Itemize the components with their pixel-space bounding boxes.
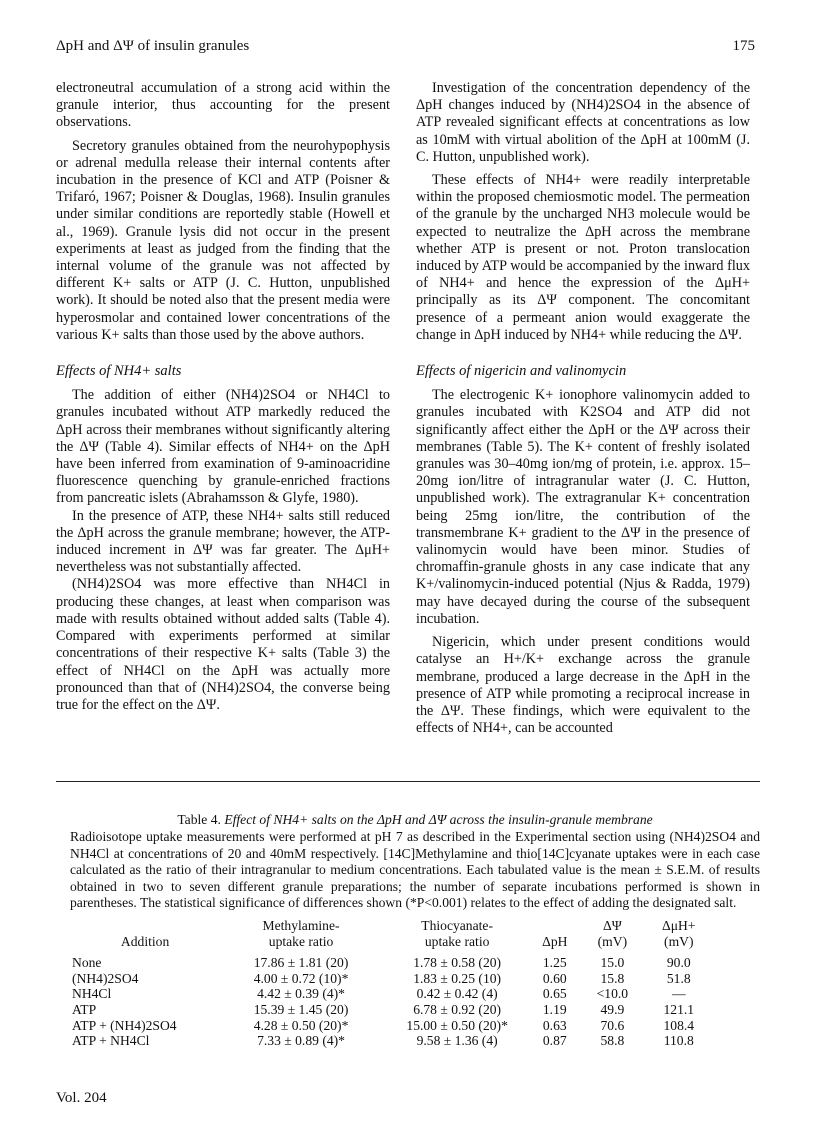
table-note: Radioisotope uptake measurements were performed at pH 7 as described in the Experimental section using (NH4)2SO4 and NH4Cl at concentrations of 20 and 40mM respectively. [14C]Methylamine and thio[14C]cyanate uptakes were in each case calculated as the ratio of their intragranular to medium concentrations. Each tabulated value is the mean ± S.E.M. of results obtained in two to seven different granule preparations; the number of separate incubations performed is shown in parentheses. The statistical significance of differences shown (*P<0.001) relates to the effect of adding the designated salt. — [70, 829, 760, 911]
cell-methylamine: 4.42 ± 0.39 (4)* — [257, 986, 345, 1002]
cell-dph: 1.25 — [542, 955, 567, 971]
header-thiocyanate: Thiocyanate- uptake ratio — [421, 918, 493, 949]
right-column — [416, 80, 750, 737]
table-title-text: Effect of NH4+ salts on the ΔpH and ΔΨ across the insulin-granule membrane — [224, 812, 653, 827]
running-title: ΔpH and ΔΨ of insulin granules — [56, 38, 250, 54]
cell-dpsi: 15.8 — [600, 970, 625, 986]
cell-dmuh: — — [671, 986, 686, 1002]
table-row — [72, 955, 712, 971]
table-header-row — [72, 918, 712, 955]
cell-dmuh: 108.4 — [663, 1017, 695, 1033]
cell-dph: 0.63 — [542, 1017, 567, 1033]
header-dpsi: ΔΨ (mV) — [597, 918, 628, 949]
header-methylamine: Methylamine- uptake ratio — [262, 918, 340, 949]
cell-addition: ATP + NH4Cl — [72, 1033, 150, 1049]
table-row — [72, 986, 712, 1002]
paragraph: (NH4)2SO4 was more effective than NH4Cl in producing these changes, at least when comparison was made with results obtained without added salts (Table 4). Compared with experiments performed at similar concentrations of their respective K+ salts (Table 3) the effect of NH4Cl on the ΔpH was actually more pronounced than that of (NH4)2SO4, the converse being true for the effect on the ΔΨ. — [56, 576, 390, 713]
paragraph: In the presence of ATP, these NH4+ salts still reduced the ΔpH across the granule membrane; however, the ATP-induced increment in ΔΨ was far greater. The ΔμH+ nevertheless was not substantially affected. — [56, 507, 390, 576]
cell-addition: ATP + (NH4)2SO4 — [72, 1017, 177, 1033]
paragraph: Investigation of the concentration dependency of the ΔpH changes induced by (NH4)2SO4 in the absence of ATP revealed significant effects at concentrations as low as 10mM with virtual abolition of the ΔpH at 100mM (J. C. Hutton, unpublished work). — [416, 80, 750, 165]
cell-dmuh: 51.8 — [666, 970, 691, 986]
cell-thiocyanate: 9.58 ± 1.36 (4) — [416, 1033, 498, 1049]
paragraph: Secretory granules obtained from the neurohypophysis or adrenal medulla release their internal contents after incubation in the presence of KCl and ATP (Poisner & Trifaró, 1967; Poisner & Douglas, 1968). Insulin granules under similar conditions are reportedly stable (Howell et al., 1969). Granule lysis did not occur in the present experiments at least as judged from the finding that the internal volume of the granule was not affected by different K+ salts or ATP (J. C. Hutton, unpublished work). It should be noted also that the present media were hyperosmolar and contained lower concentrations of the various K+ salts than those used by the above authors. — [56, 137, 390, 343]
cell-methylamine: 7.33 ± 0.89 (4)* — [257, 1033, 345, 1049]
cell-thiocyanate: 15.00 ± 0.50 (20)* — [406, 1017, 508, 1033]
cell-dmuh: 110.8 — [663, 1033, 694, 1049]
data-table — [72, 918, 712, 1049]
table-row — [72, 1033, 712, 1049]
cell-dpsi: 15.0 — [600, 955, 625, 971]
volume-label: Vol. 204 — [56, 1090, 107, 1106]
page-number: 175 — [732, 38, 755, 54]
cell-addition: ATP — [72, 1001, 97, 1017]
table-row — [72, 1002, 712, 1018]
header-dmuh: ΔμH+ (mV) — [662, 918, 696, 949]
cell-dpsi: 58.8 — [600, 1033, 625, 1049]
paragraph: Nigericin, which under present conditions would catalyse an H+/K+ exchange across the granule membrane, produced a large decrease in the ΔpH in the presence of ATP while promoting a reciprocal increase in the ΔΨ. These findings, which were equivalent to the effects of NH4+, can be accounted — [416, 634, 750, 737]
cell-addition: NH4Cl — [72, 986, 112, 1002]
cell-thiocyanate: 1.78 ± 0.58 (20) — [413, 955, 502, 971]
cell-dph: 0.60 — [542, 970, 567, 986]
cell-methylamine: 4.00 ± 0.72 (10)* — [253, 970, 349, 986]
cell-dph: 0.65 — [542, 986, 567, 1002]
cell-dph: 1.19 — [542, 1001, 567, 1017]
cell-dpsi: 49.9 — [600, 1001, 625, 1017]
cell-thiocyanate: 1.83 ± 0.25 (10) — [413, 970, 502, 986]
cell-dpsi: 70.6 — [600, 1017, 625, 1033]
cell-addition: None — [72, 955, 102, 971]
table-row — [72, 971, 712, 987]
cell-methylamine: 15.39 ± 1.45 (20) — [253, 1001, 349, 1017]
table-title — [70, 812, 760, 828]
cell-thiocyanate: 0.42 ± 0.42 (4) — [416, 986, 498, 1002]
cell-methylamine: 4.28 ± 0.50 (20)* — [253, 1017, 349, 1033]
table-label: Table 4. — [177, 812, 221, 827]
cell-dpsi: <10.0 — [596, 986, 629, 1002]
paragraph: The electrogenic K+ ionophore valinomycin added to granules incubated with K2SO4 and ATP did not significantly affect either the ΔpH or the ΔΨ across their membranes (Table 5). The K+ content of freshly isolated granules was 30–40mg ion/mg of protein, i.e. approx. 15–20mg ion/litre of intragranular water (J. C. Hutton, unpublished work). The extragranular K+ concentration being 25mg ion/litre, the contribution of the transmembrane K+ gradient to the ΔΨ in the presence of valinomycin would have been minor. Studies of chromaffin-granule ghosts in any case indicate that any K+/valinomycin-induced potential (Njus & Radda, 1979) may have decayed during the course of the subsequent incubation. — [416, 387, 750, 627]
header-dph: ΔpH — [542, 933, 568, 949]
table-row — [72, 1018, 712, 1034]
left-column — [56, 80, 390, 714]
paragraph: These effects of NH4+ were readily interpretable within the proposed chemiosmotic model. The permeation of the granule by the uncharged NH3 molecule would be expected to neutralize the ΔpH across the membrane whether ATP is present or not. Proton translocation induced by ATP would be accompanied by the inward flux of NH4+ and hence the expression of the ΔμH+ principally as its ΔΨ component. The concomitant presence of a permeant anion would exaggerate the change in ΔpH induced by NH4+ while reducing the ΔΨ. — [416, 172, 750, 343]
header-addition: Addition — [120, 933, 170, 949]
cell-dmuh: 90.0 — [666, 955, 691, 971]
paragraph: electroneutral accumulation of a strong acid within the granule interior, thus accounting for the present observations. — [56, 80, 390, 131]
paragraph: The addition of either (NH4)2SO4 or NH4Cl to granules incubated without ATP markedly reduced the ΔpH across their membranes without significantly altering the ΔΨ (Table 4). Similar effects of NH4+ on the ΔpH have been inferred from examination of 9-aminoacridine fluorescence quenching by granule-enriched fractions from pancreatic islets (Abrahamsson & Glyfe, 1980). — [56, 387, 390, 507]
cell-addition: (NH4)2SO4 — [72, 970, 139, 986]
cell-thiocyanate: 6.78 ± 0.92 (20) — [413, 1001, 502, 1017]
cell-dph: 0.87 — [542, 1033, 567, 1049]
cell-dmuh: 121.1 — [663, 1001, 695, 1017]
section-heading: Effects of nigericin and valinomycin — [416, 363, 627, 380]
section-heading: Effects of NH4+ salts — [56, 363, 182, 380]
cell-methylamine: 17.86 ± 1.81 (20) — [253, 955, 349, 971]
table-top-rule — [56, 781, 760, 782]
table-caption — [70, 812, 760, 911]
